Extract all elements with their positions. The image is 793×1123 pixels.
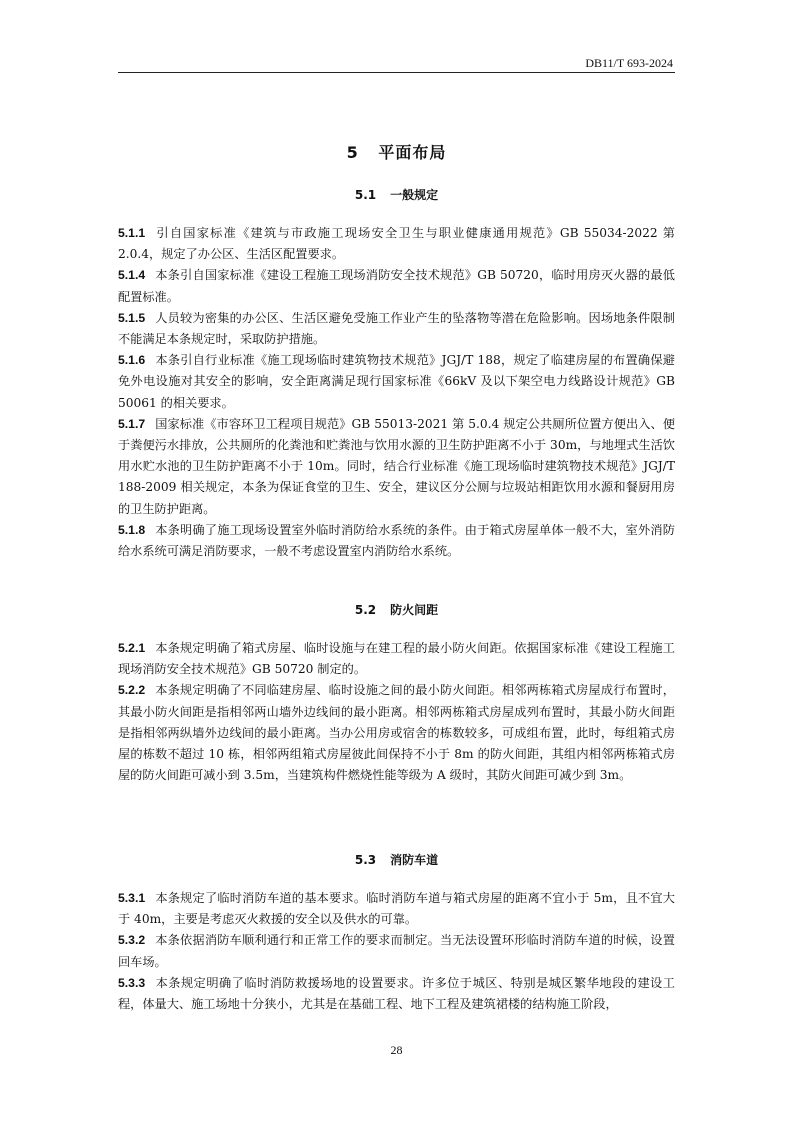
clause-number: 5.1.1 bbox=[118, 226, 146, 240]
clause-text: 本条规定明确了不同临建房屋、临时设施之间的最小防火间距。相邻两栋箱式房屋成行布置时，其最小防火间距是指相邻两山墙外边线间的最小距离。相邻两栋箱式房屋成列布置时，其最小防火间距是指相邻两纵墙外边线间的最小距离。当办公用房或宿舍的栋数较多，可成组布置，此时，每组箱式房屋的栋数不超过 10 栋，相邻两组箱式房屋彼此间保持不小于 8m 的防火间距，其组内相邻两栋箱式房屋的防火间距可减小到 3.5m，当建筑构件燃烧性能等级为 A 级时，其防火间距可减少到 3m。 bbox=[118, 683, 675, 783]
clause-paragraph bbox=[118, 414, 675, 520]
clause-number: 5.1.5 bbox=[118, 310, 146, 325]
clause-paragraph bbox=[118, 520, 675, 562]
clause-paragraph bbox=[118, 888, 675, 930]
clause-number: 5.2.1 bbox=[118, 641, 146, 655]
section-number: 5.3 bbox=[354, 853, 377, 867]
clause-text: 人员较为密集的办公区、生活区避免受施工作业产生的坠落物等潜在危险影响。因场地条件限制不能满足本条规定时，采取防护措施。 bbox=[118, 310, 675, 347]
clause-number: 5.3.2 bbox=[118, 933, 146, 948]
section-title bbox=[118, 851, 675, 868]
clause-paragraph bbox=[118, 973, 675, 1015]
clause-number: 5.1.4 bbox=[118, 268, 146, 283]
clause-paragraph bbox=[118, 680, 675, 786]
section-title-text: 消防车道 bbox=[390, 853, 439, 867]
clause-number: 5.3.3 bbox=[118, 975, 146, 990]
clause-text: 本条明确了施工现场设置室外临时消防给水系统的条件。由于箱式房屋单体一般不大，室外消防给水系统可满足消防要求，一般不考虑设置室内消防给水系统。 bbox=[118, 522, 675, 559]
clause-number: 5.1.6 bbox=[118, 353, 146, 368]
clause-text: 本条规定明确了箱式房屋、临时设施与在建工程的最小防火间距。依据国家标准《建设工程施工现场消防安全技术规范》GB 50720 制定的。 bbox=[118, 641, 675, 677]
clause-paragraph bbox=[118, 308, 675, 350]
chapter-title-text: 平面布局 bbox=[378, 143, 447, 162]
section-body bbox=[118, 223, 675, 562]
header-divider bbox=[118, 72, 675, 73]
clause-number: 5.2.2 bbox=[118, 683, 146, 698]
document-code: DB11/T 693-2024 bbox=[585, 56, 673, 70]
clause-number: 5.1.7 bbox=[118, 416, 146, 431]
page-number: 28 bbox=[390, 1043, 403, 1057]
section-number: 5.1 bbox=[354, 188, 377, 202]
section-number: 5.2 bbox=[354, 603, 377, 617]
clause-text: 本条规定明确了临时消防救援场地的设置要求。许多位于城区、特别是城区繁华地段的建设工程，体量大、施工场地十分狭小，尤其是在基础工程、地下工程及建筑裙楼的结构施工阶段， bbox=[118, 975, 675, 1012]
chapter-number: 5 bbox=[346, 143, 359, 162]
section-body bbox=[118, 888, 675, 1015]
clause-text: 引自国家标准《建筑与市政施工现场安全卫生与职业健康通用规范》GB 55034-2022 第2.0.4，规定了办公区、生活区配置要求。 bbox=[118, 226, 675, 262]
clause-number: 5.1.8 bbox=[118, 522, 146, 537]
clause-text: 本条依据消防车顺利通行和正常工作的要求而制定。当无法设置环形临时消防车道的时候，设置回车场。 bbox=[118, 933, 675, 969]
section-title-text: 一般规定 bbox=[390, 188, 439, 202]
clause-paragraph bbox=[118, 930, 675, 972]
clause-paragraph bbox=[118, 223, 675, 265]
clause-paragraph bbox=[118, 638, 675, 680]
clause-paragraph bbox=[118, 350, 675, 414]
section-title-text: 防火间距 bbox=[390, 603, 439, 617]
clause-paragraph bbox=[118, 265, 675, 307]
section-title bbox=[118, 186, 675, 203]
clause-number: 5.3.1 bbox=[118, 891, 146, 905]
clause-text: 本条引自国家标准《建设工程施工现场消防安全技术规范》GB 50720，临时用房灭火器的最低配置标准。 bbox=[118, 268, 675, 304]
clause-text: 国家标准《市容环卫工程项目规范》GB 55013-2021 第 5.0.4 规定公共厕所位置方便出入、便于粪便污水排放，公共厕所的化粪池和贮粪池与饮用水源的卫生防护距离不小于 30m，与地埋式生活饮用水贮水池的卫生防护距离不小于 10m。同时，结合行业标准《施工现场临时建筑物技术规范》JGJ/T 188-2009 相关规定，本条为保证食堂的卫生、安全，建议区分公厕与垃圾站相距饮用水源和餐厨用房的卫生防护距离。 bbox=[118, 416, 675, 516]
clause-text: 本条规定了临时消防车道的基本要求。临时消防车道与箱式房屋的距离不宜小于 5m，且不宜大于 40m，主要是考虑灭火救援的安全以及供水的可靠。 bbox=[118, 891, 675, 927]
chapter-title bbox=[118, 140, 675, 163]
section-title bbox=[118, 601, 675, 618]
section-body bbox=[118, 638, 675, 786]
clause-text: 本条引自行业标准《施工现场临时建筑物技术规范》JGJ/T 188，规定了临建房屋的布置确保避免外电设施对其安全的影响，安全距离满足现行国家标准《66kV 及以下架空电力线路设计规范》GB 50061 的相关要求。 bbox=[118, 353, 675, 410]
